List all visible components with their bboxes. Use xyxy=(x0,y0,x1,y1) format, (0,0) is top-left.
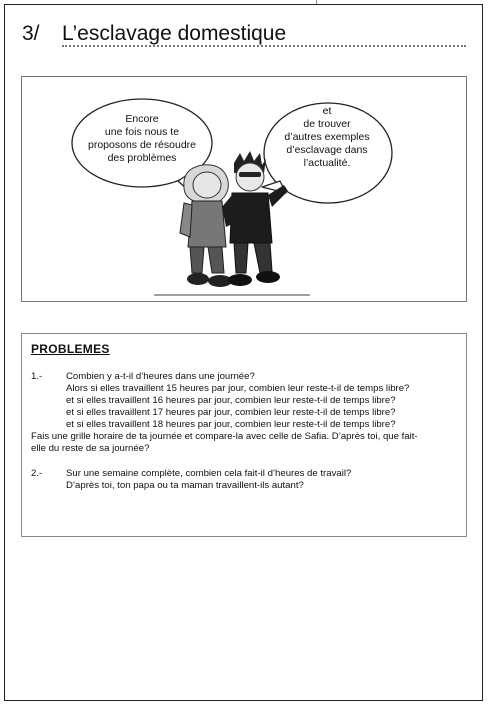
question-1-followup: Fais une grille horaire de ta journée et compare-la avec celle de Safia. D’après toi, que fait- xyxy=(31,431,418,442)
bubble-right-line: de trouver xyxy=(303,118,351,130)
page-title: L’esclavage domestique xyxy=(62,22,287,45)
problems-heading: PROBLEMES xyxy=(31,342,110,356)
bubble-right-line: et xyxy=(322,105,332,117)
question-1-line: Alors si elles travaillent 15 heures par jour, combien leur reste-t-il de temps libre? xyxy=(66,383,410,394)
illustration-panel xyxy=(21,76,467,302)
bubble-left-line: Encore xyxy=(125,113,159,125)
question-2-number: 2.- xyxy=(31,468,43,479)
speech-bubble-right-text xyxy=(272,105,382,170)
question-1-line: et si elles travaillent 18 heures par jour, combien leur reste-t-il de temps libre? xyxy=(66,419,396,430)
question-1-number: 1.- xyxy=(31,371,43,382)
title-dotted-underline xyxy=(62,45,466,47)
question-1-line: et si elles travaillent 16 heures par jour, combien leur reste-t-il de temps libre? xyxy=(66,395,396,406)
question-2-line: D’après toi, ton papa ou ta maman travaillent-ils autant? xyxy=(66,480,304,491)
question-1-line: et si elles travaillent 17 heures par jour, combien leur reste-t-il de temps libre? xyxy=(66,407,396,418)
problems-panel xyxy=(21,333,467,537)
bubble-right-line: l’actualité. xyxy=(303,157,351,169)
speech-bubble-left-text xyxy=(80,113,204,165)
bubble-right-line: d’esclavage dans xyxy=(286,144,368,156)
bubble-left-line: proposons de résoudre xyxy=(88,139,196,151)
question-1-text: Combien y a-t-il d’heures dans une journée? xyxy=(66,371,255,382)
bubble-left-line: des problèmes xyxy=(107,152,177,164)
section-number: 3/ xyxy=(22,22,40,45)
bubble-left-line: une fois nous te xyxy=(104,126,180,138)
bubble-right-line: d’autres exemples xyxy=(284,131,370,143)
cartoon-characters-illustration xyxy=(22,77,468,303)
question-2-text: Sur une semaine complète, combien cela fait-il d’heures de travail? xyxy=(66,468,352,479)
girl-character xyxy=(180,165,232,287)
question-1-followup: elle du reste de sa journée? xyxy=(31,443,150,454)
